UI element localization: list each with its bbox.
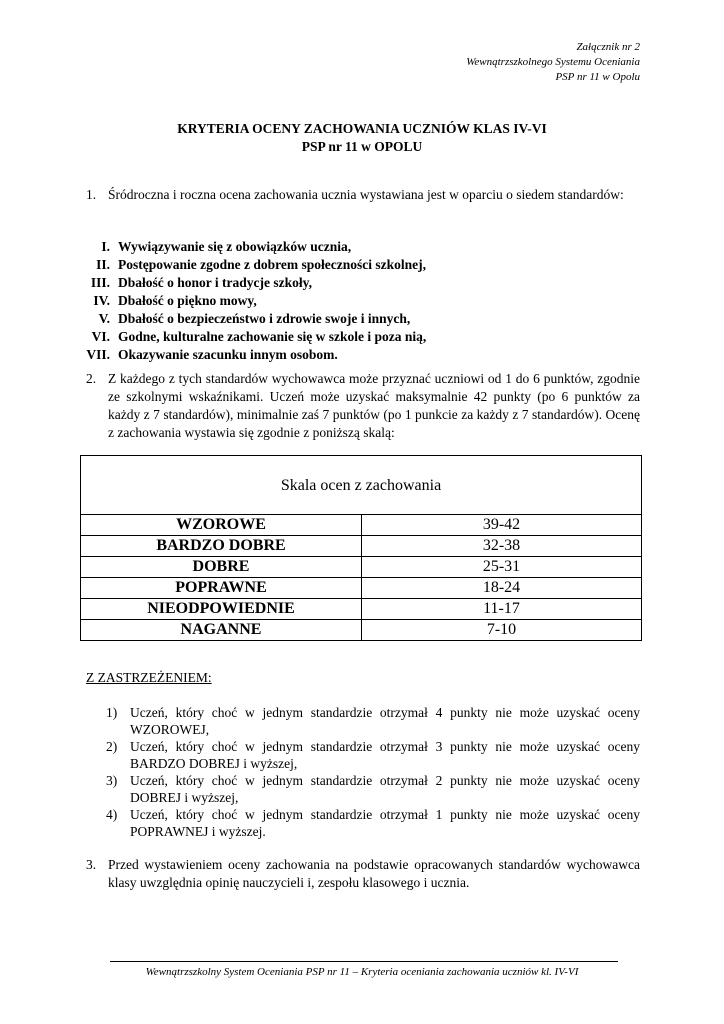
section-3	[86, 856, 640, 892]
header-line-2: Wewnątrzszkolnego Systemu Oceniania	[466, 56, 640, 68]
scale-grade: NIEODPOWIEDNIE	[81, 599, 362, 619]
reservations-list	[106, 704, 640, 840]
reservation-item	[106, 738, 640, 772]
reservation-text: Uczeń, który choć w jednym standardzie otrzymał 3 punkty nie może uzyskać oceny BARDZO DOBREJ i wyższej,	[130, 739, 640, 771]
scale-grade: NAGANNE	[81, 620, 362, 640]
standard-roman: VI.	[91, 329, 110, 344]
standard-item	[70, 346, 426, 364]
scale-grade: POPRAWNE	[81, 578, 362, 598]
scale-range: 7-10	[486, 621, 517, 638]
scale-row	[81, 620, 641, 640]
scale-range: 39-42	[482, 516, 521, 533]
reservation-text: Uczeń, który choć w jednym standardzie otrzymał 1 punkty nie może uzyskać oceny POPRAWNEJ i wyższej.	[130, 807, 640, 839]
footer-divider	[110, 961, 618, 962]
attachment-header	[466, 40, 640, 85]
standard-item	[70, 274, 426, 292]
reservation-number: 2)	[106, 739, 118, 754]
reservation-item	[106, 704, 640, 738]
scale-grade: WZOROWE	[81, 515, 362, 535]
standard-roman: III.	[90, 275, 110, 290]
scale-row	[81, 536, 641, 557]
standard-text: Dbałość o piękno mowy,	[118, 293, 257, 308]
standards-list	[70, 238, 426, 364]
title-line-2: PSP nr 11 w OPOLU	[301, 139, 423, 154]
reservations-title: Z ZASTRZEŻENIEM:	[86, 670, 212, 685]
section-1-number: 1.	[86, 187, 97, 202]
standard-item	[70, 328, 426, 346]
scale-range: 18-24	[482, 579, 521, 596]
reservation-item	[106, 772, 640, 806]
standard-text: Okazywanie szacunku innym osobom.	[118, 347, 338, 362]
reservation-number: 4)	[106, 807, 118, 822]
standard-text: Postępowanie zgodne z dobrem społeczności szkolnej,	[118, 257, 426, 272]
standard-roman: IV.	[93, 293, 110, 308]
reservation-number: 1)	[106, 705, 118, 720]
section-3-text: Przed wystawieniem oceny zachowania na podstawie opracowanych standardów wychowawca klasy uwzględnia opinię nauczycieli i, zespołu klasowego i ucznia.	[108, 857, 640, 890]
scale-range: 25-31	[482, 558, 521, 575]
standard-roman: I.	[101, 239, 110, 254]
reservation-text: Uczeń, który choć w jednym standardzie otrzymał 2 punkty nie może uzyskać oceny DOBREJ i wyższej,	[130, 773, 640, 805]
header-line-1: Załącznik nr 2	[576, 41, 640, 53]
scale-grade: DOBRE	[81, 557, 362, 577]
standard-text: Godne, kulturalne zachowanie się w szkole i poza nią,	[118, 329, 427, 344]
reservation-item	[106, 806, 640, 840]
page-footer: Wewnątrzszkolny System Oceniania PSP nr 11 – Kryteria oceniania zachowania uczniów kl. IV-VI	[145, 966, 579, 978]
standard-item	[70, 310, 426, 328]
document-title	[0, 120, 724, 156]
scale-row	[81, 515, 641, 536]
scale-row	[81, 578, 641, 599]
reservation-number: 3)	[106, 773, 118, 788]
section-3-number: 3.	[86, 857, 97, 872]
standard-text: Wywiązywanie się z obowiązków ucznia,	[118, 239, 352, 254]
standard-roman: VII.	[86, 347, 110, 362]
standard-text: Dbałość o honor i tradycje szkoły,	[118, 275, 313, 290]
title-line-1: KRYTERIA OCENY ZACHOWANIA UCZNIÓW KLAS IV-VI	[177, 121, 547, 136]
scale-grade: BARDZO DOBRE	[81, 536, 362, 556]
section-1-text: Śródroczna i roczna ocena zachowania ucznia wystawiana jest w oparciu o siedem standardów:	[108, 187, 624, 202]
standard-text: Dbałość o bezpieczeństwo i zdrowie swoje i innych,	[118, 311, 411, 326]
standard-item	[70, 256, 426, 274]
section-1	[86, 186, 640, 204]
scale-range: 32-38	[482, 537, 521, 554]
grading-scale-table	[80, 455, 642, 641]
header-line-3: PSP nr 11 w Opolu	[555, 71, 640, 83]
scale-title: Skala ocen z zachowania	[81, 456, 641, 515]
reservation-text: Uczeń, który choć w jednym standardzie otrzymał 4 punkty nie może uzyskać oceny WZOROWEJ,	[130, 705, 640, 737]
standard-item	[70, 238, 426, 256]
section-2	[86, 370, 640, 442]
standard-roman: II.	[96, 257, 110, 272]
scale-row	[81, 599, 641, 620]
standard-roman: V.	[98, 311, 110, 326]
standard-item	[70, 292, 426, 310]
scale-range: 11-17	[483, 600, 520, 617]
section-2-number: 2.	[86, 371, 97, 386]
section-2-text: Z każdego z tych standardów wychowawca może przyznać uczniowi od 1 do 6 punktów, zgodnie ze szkolnymi wskaźnikami. Uczeń może uzyskać maksymalnie 42 punkty (po 6 punktów za każdy z 7 standardów), minimalnie zaś 7 punktów (po 1 punkcie za każdy z 7 standardów). Ocenę z zachowania wystawia się zgodnie z poniższą skalą:	[108, 371, 640, 440]
scale-row	[81, 557, 641, 578]
